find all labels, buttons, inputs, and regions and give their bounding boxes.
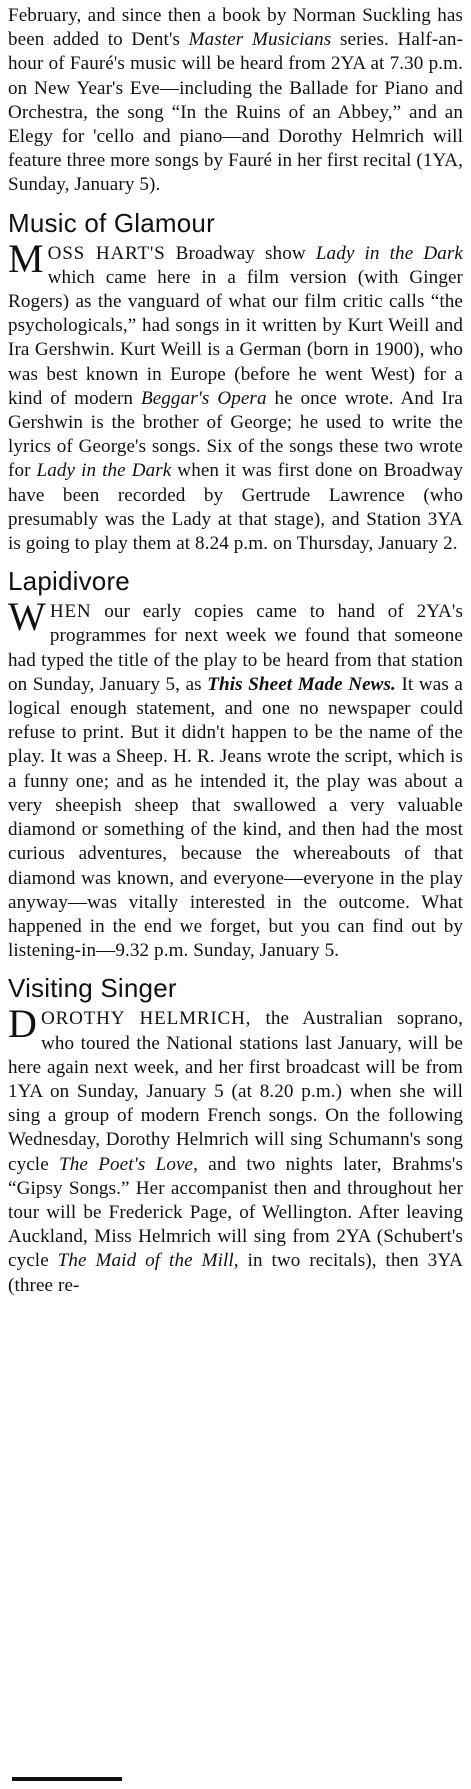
body-text: which came here in a film version (with Ginger Rogers) as the vanguard of what our film critic calls “the psychologicals,” had songs in it written by Kurt Weill and Ira Gershwin. Kurt Weill is a German (born in 1900), who was best known in Europe (before he went West) for a kind of modern <box>8 266 463 409</box>
heading-visiting-singer: Visiting Singer <box>8 973 177 1004</box>
dropcap: D <box>8 1001 37 1047</box>
intro-text: February, and since then a book by Norman Suckling has been added to Dent's <box>8 5 463 51</box>
body-text: Broadway show <box>165 242 316 264</box>
heading-music-of-glamour: Music of Glamour <box>8 207 215 238</box>
italic-title: Lady in the Dark <box>36 460 172 482</box>
lead-caps: OROTHY HELMRICH, <box>41 1008 252 1030</box>
body-text: he once wrote. And Ira Gershwin is the brother of George; he used to write the lyrics of George's songs. Six of the songs these two wrote for <box>8 387 464 482</box>
italic-title: The Maid of the Mill, <box>57 1250 239 1272</box>
intro-italic: Master Musicians <box>188 29 332 51</box>
intro-paragraph <box>8 4 463 198</box>
dropcap: M <box>8 235 44 281</box>
lead-caps: OSS HART'S <box>47 242 166 264</box>
paragraph-visiting-singer <box>8 1001 464 1297</box>
section-rule <box>12 1777 122 1781</box>
body-text: It was a logical enough statement, and one no newspaper could refuse to print. But it didn't happen to be the name of the play. It was a Sheep. H. R. Jeans wrote the script, which is a funny one; and as he intended it, the play was about a very sheepish sheep that swallowed a very valuable diamond or something of the kind, and then had the most curious adventures, because the whereabouts of that diamond was known, and everyone—everyone in the play anyway—was vitally interested in the outcome. What happened in the end we forget, but you can find out by listening-in—9.32 p.m. Sunday, January 5. <box>8 673 463 962</box>
intro-text-cont: series. Half-an-hour of Fauré's music will be heard from 2YA at 7.30 p.m. on New Year's Eve—including the Ballade for Piano and Orchestra, the song “In the Ruins of an Abbey,” and an Elegy for 'cello and piano—and Dorothy Helmrich will feature three more songs by Fauré in her first recital (1YA, Sunday, January 5). <box>8 29 463 196</box>
heading-lapidivore: Lapidivore <box>8 566 130 597</box>
italic-title: Beggar's Opera <box>140 387 267 409</box>
paragraph-music-of-glamour <box>8 235 464 557</box>
lead-caps: HEN <box>49 601 92 623</box>
italic-title: This Sheet Made News. <box>207 673 396 695</box>
italic-title: The Poet's Love, <box>59 1153 199 1175</box>
body-text: in two recitals), then 3YA (three re- <box>8 1250 463 1296</box>
italic-title: Lady in the Dark <box>315 242 463 264</box>
body-text: when it was first done on Broadway have been recorded by Gertrude Lawrence (who presumably was the Lady at that stage), and Station 3YA is going to play them at 8.24 p.m. on Thursday, January 2. <box>8 460 464 555</box>
body-text: the Australian soprano, who toured the National stations last January, will be here again next week, and her first broadcast will be from 1YA on Sunday, January 5 (at 8.20 p.m.) when she will sing a group of modern French songs. On the following Wednesday, Dorothy Helmrich will sing Schumann's song cycle <box>8 1008 463 1175</box>
dropcap: W <box>8 594 46 640</box>
paragraph-lapidivore <box>8 594 463 963</box>
body-text: and two nights later, Brahms's “Gipsy Songs.” Her accompanist then and throughout her tour will be Frederick Page, of Wellington. After leaving Auckland, Miss Helmrich will sing from 2YA (Schubert's cycle <box>8 1153 464 1272</box>
body-text: our early copies came to hand of 2YA's programmes for next week we found that someone had typed the title of the play to be heard from that station on Sunday, January 5, as <box>8 601 463 695</box>
